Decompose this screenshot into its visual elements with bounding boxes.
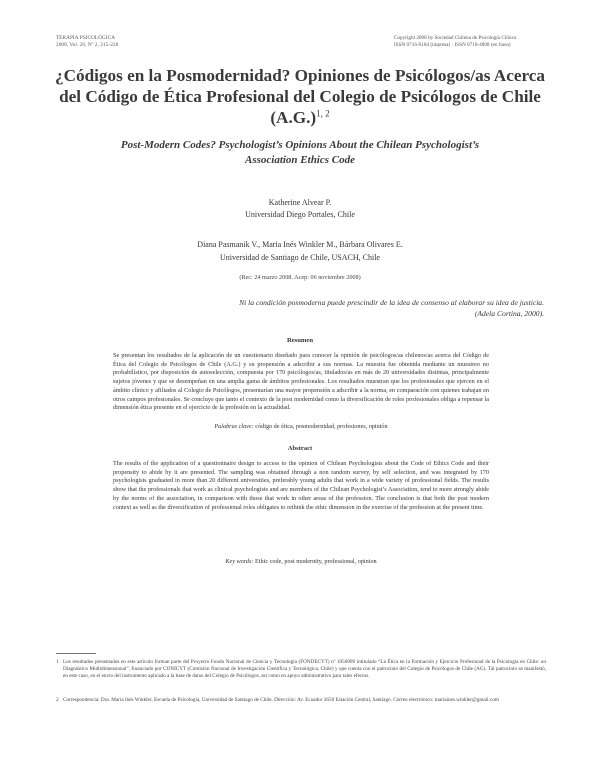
article-title bbox=[50, 65, 550, 128]
affiliation-1: Universidad Diego Portales, Chile bbox=[245, 210, 355, 219]
keywords-es: código de ética, posmodernidad, profesiones, opinión bbox=[253, 423, 388, 430]
journal-name: TERAPIA PSICOLÓGICA bbox=[56, 35, 116, 41]
footnote-2 bbox=[56, 697, 546, 704]
title-line-3-text: (A.G.) bbox=[270, 108, 317, 127]
journal-volume: 2008, Vol. 26, Nº 2, 215-228 bbox=[56, 42, 119, 48]
footnote-divider bbox=[56, 653, 96, 654]
resumen-body: Se presentan los resultados de la aplicación de un cuestionario diseñado para conocer la opinión de psicólogos/as chilenos/as acerca del Código de Ética del Colegio de Psicólogos de Chile (A.G.) y su propensión a adscribir a sus normas. La muestra fue obtenida mediante un muestreo no probabilístico, por disposición de autoselección, compuesta por 170 psicólogos/as, titulados/as en más de 20 universidades distintas, principalmente sujetos jóvenes y que se desempeñan en una amplia gama de ámbitos profesionales. Los resultados muestran que los profesionales que ejercen en el ámbito clínico y afiliados al Colegio de Psicólogos, presentarían una mayor propensión a adscribir a la norma, en comparación con quienes trabajan en otros campos profesionales. Se concluye que tanto el contexto de la post modernidad como la diversificación de roles profesionales obliga a repensar la dimensión ética presente en el ejercicio de la profesión en la actualidad. bbox=[113, 352, 489, 412]
footnote-1 bbox=[56, 659, 546, 681]
resumen-heading: Resumen bbox=[286, 337, 313, 344]
title-line-1: ¿Códigos en la Posmodernidad? Opiniones de Psicólogos/as Acerca bbox=[54, 66, 546, 85]
keywords-label-es: Palabras clave: bbox=[214, 423, 254, 430]
epigraph-quote: Ni la condición posmoderna puede prescindir de la idea de consenso al elaborar su idea de justicia. bbox=[239, 298, 544, 307]
footnote-2-number: 2 bbox=[56, 697, 59, 703]
footnote-1-text: Los resultados presentados en este artículo forman parte del Proyecto Fondo Nacional de Ciencia y Tecnología (FONDECYT) nº 1050009 intitulado “La Ética en la Formación y Ejercicio Profesional de la Psicología en Chile: un Diagnóstico Multidimensional”, financiado por CONICYT (Comisión Nacional de Investigación Científica y Tecnológica, Chile) y que cuenta con el patrocinio del Colegio de Psicólogos de Chile (AG). Tal patrocinio se manifestó, en este caso, en el envío del instrumento aplicado a la base de datos del Colegio de Psicólogos, así como en apoyo administrativo para tales efectos. bbox=[63, 659, 546, 680]
received-accepted-dates: (Rec: 24 marzo 2008. Acep: 06 noviembre 2008) bbox=[239, 274, 361, 281]
author-2: Diana Pasmanik V., Maria Inés Winkler M., Bárbara Olivares E. bbox=[197, 240, 403, 249]
copyright-info bbox=[394, 35, 544, 49]
abstract-body: The results of the application of a questionnaire design to access to the opinion of Chilean Psychologists about the Code of Ethics Code and their propensity to abide by it are presented. The sampling was obtained through a non random survey, by self selection, and was integrated by 170 psychologists graduated in more than 20 different universities, preferably young adults that work in a wide variety of professional fields. The results show that the professionals that work as clinical psychologists and are members of the Chilean Psychologist’s Association, tend to more strongly abide by the norms of the association, in comparison with those that work in other areas of the profession. The conclusion is that both the post modern context as well as the diversification of professional roles obligates to rethink the ethic dimension in the exercise of the profession at the present time. bbox=[113, 460, 489, 511]
copyright-line: Copyright 2008 by Sociedad Chilena de Psicología Clínica bbox=[394, 35, 517, 41]
english-title-line-2: Association Ethics Code bbox=[244, 153, 356, 166]
keywords-en: Ethic code, post modernity, professional, opinion bbox=[253, 558, 377, 565]
author-1: Katherine Alvear P. bbox=[268, 198, 332, 207]
epigraph-source: (Adela Cortina, 2000). bbox=[474, 309, 544, 318]
footnote-2-text: Correspondencia: Dra. María Inés Winkler, Escuela de Psicología, Universidad de Santiago de Chile. Dirección: Av. Ecuador 3650 Estación Central, Santiago. Correo electrónico: mariaines.winkler@gmail.com bbox=[63, 697, 499, 703]
english-title-line-1: Post-Modern Codes? Psychologist’s Opinions About the Chilean Psychologist’s bbox=[120, 139, 480, 151]
footnote-1-number: 1 bbox=[56, 659, 59, 665]
title-line-2: del Código de Ética Profesional del Colegio de Psicólogos de Chile bbox=[59, 87, 541, 106]
english-title bbox=[70, 138, 530, 167]
resumen-keywords bbox=[113, 423, 489, 432]
title-footnote-ref: 1, 2 bbox=[316, 108, 330, 119]
journal-info bbox=[56, 35, 118, 49]
abstract-heading: Abstract bbox=[287, 445, 313, 452]
issn-line: ISSN 0716-6184 (impresa) · ISSN 0718-4808 (en línea) bbox=[394, 42, 511, 48]
affiliation-2: Universidad de Santiago de Chile, USACH, Chile bbox=[220, 253, 380, 262]
epigraph bbox=[124, 297, 544, 319]
title-line-3 bbox=[50, 107, 550, 128]
abstract-keywords bbox=[113, 558, 489, 567]
keywords-label-en: Key words: bbox=[225, 558, 254, 565]
